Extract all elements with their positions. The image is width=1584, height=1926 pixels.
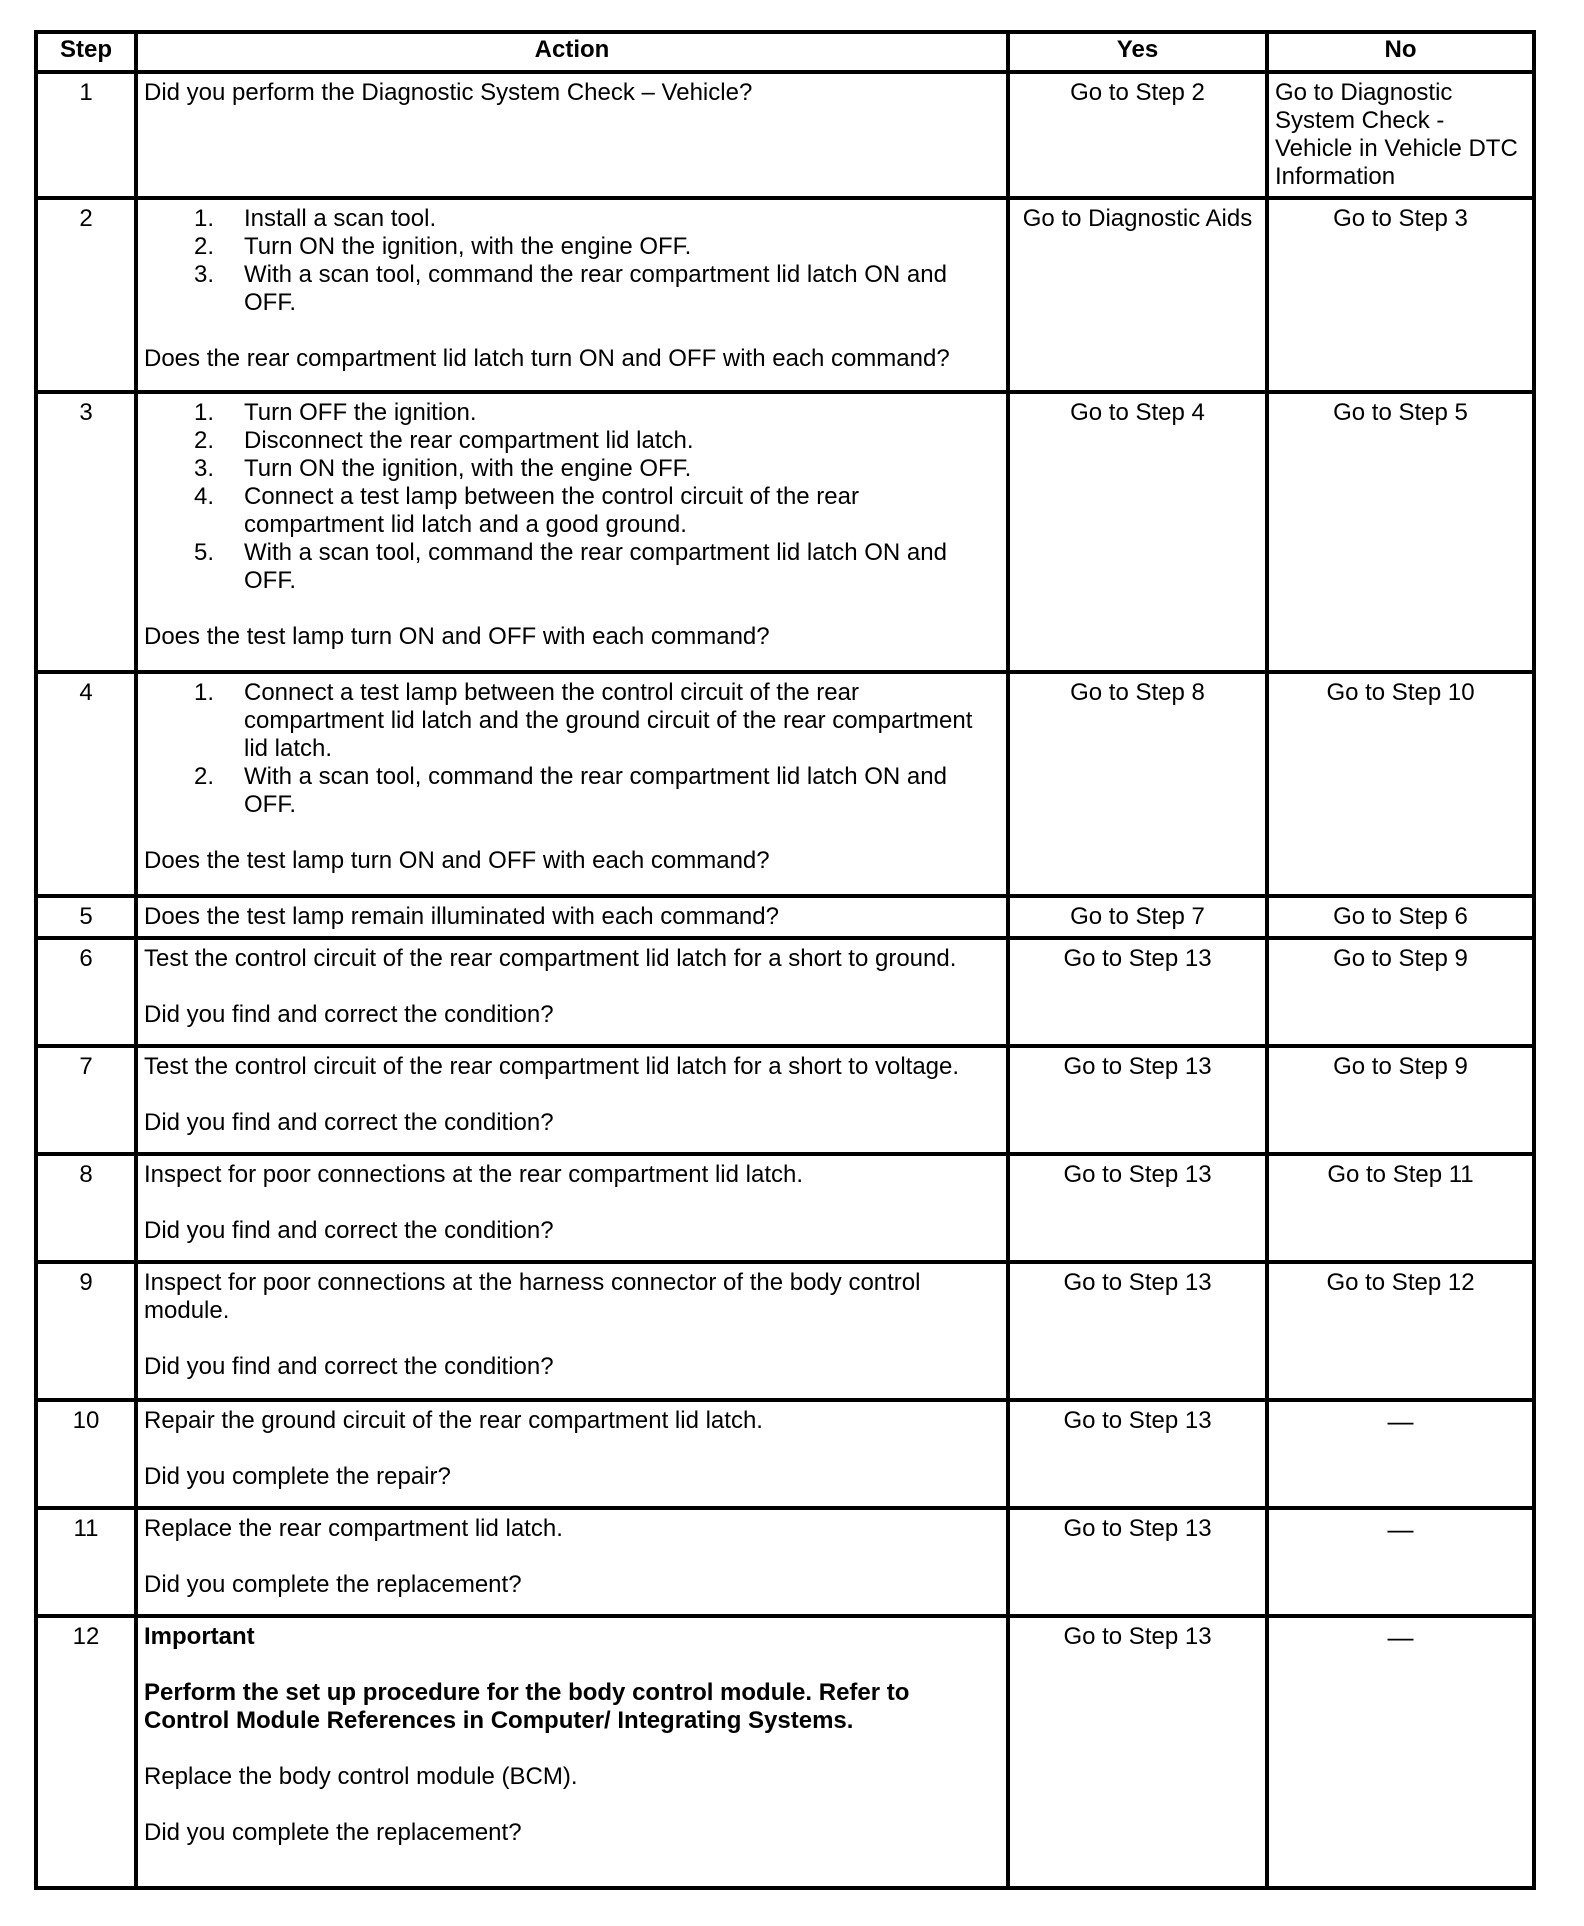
table-row bbox=[36, 1508, 1534, 1616]
action-question: Did you find and correct the condition? bbox=[144, 1217, 554, 1244]
list-item: 4. Connect a test lamp between the control circuit of the rear compartment lid latch and a good ground. bbox=[194, 483, 859, 538]
list-item: 2. Turn ON the ignition, with the engine OFF. bbox=[194, 233, 692, 260]
step-number: 8 bbox=[36, 1154, 136, 1262]
action-cell bbox=[136, 1400, 1008, 1508]
no-cell bbox=[1267, 1508, 1534, 1616]
action-question: Does the test lamp turn ON and OFF with each command? bbox=[144, 847, 770, 874]
action-cell bbox=[136, 1508, 1008, 1616]
header-step: Step bbox=[36, 32, 136, 72]
yes-cell: Go to Step 13 bbox=[1008, 1508, 1267, 1616]
action-text: Test the control circuit of the rear compartment lid latch for a short to ground. bbox=[144, 945, 957, 972]
sub-steps bbox=[144, 679, 1000, 819]
action-cell bbox=[136, 72, 1008, 198]
list-item: 1. Turn OFF the ignition. bbox=[194, 399, 477, 426]
action-text: Replace the body control module (BCM). bbox=[144, 1763, 578, 1790]
header-yes: Yes bbox=[1008, 32, 1267, 72]
action-text: Inspect for poor connections at the rear compartment lid latch. bbox=[144, 1161, 804, 1188]
table-row bbox=[36, 1262, 1534, 1400]
no-cell: Go to Step 9 bbox=[1267, 938, 1534, 1046]
yes-cell: Go to Step 8 bbox=[1008, 672, 1267, 896]
action-text: Replace the rear compartment lid latch. bbox=[144, 1515, 563, 1542]
action-text: Repair the ground circuit of the rear compartment lid latch. bbox=[144, 1407, 763, 1434]
action-cell bbox=[136, 198, 1008, 392]
action-question: Does the test lamp turn ON and OFF with each command? bbox=[144, 623, 770, 650]
header-row bbox=[36, 32, 1534, 72]
list-item: 3. Turn ON the ignition, with the engine OFF. bbox=[194, 455, 692, 482]
table-row bbox=[36, 198, 1534, 392]
yes-cell: Go to Step 13 bbox=[1008, 1046, 1267, 1154]
no-cell: Go to Diagnostic System Check - Vehicle in Vehicle DTC Information bbox=[1267, 72, 1534, 198]
table-row bbox=[36, 72, 1534, 198]
action-question: Did you find and correct the condition? bbox=[144, 1109, 554, 1136]
yes-cell: Go to Diagnostic Aids bbox=[1008, 198, 1267, 392]
list-item: 3. With a scan tool, command the rear compartment lid latch ON and OFF. bbox=[194, 261, 947, 316]
dash-mark: — bbox=[1387, 1514, 1414, 1544]
yes-cell: Go to Step 2 bbox=[1008, 72, 1267, 198]
action-question: Did you complete the replacement? bbox=[144, 1571, 522, 1598]
no-cell: Go to Step 12 bbox=[1267, 1262, 1534, 1400]
yes-cell: Go to Step 7 bbox=[1008, 896, 1267, 938]
table-row bbox=[36, 896, 1534, 938]
action-cell bbox=[136, 1046, 1008, 1154]
sub-steps bbox=[144, 205, 1000, 317]
action-question: Did you complete the repair? bbox=[144, 1463, 451, 1490]
dash-mark: — bbox=[1387, 1406, 1414, 1436]
step-number: 6 bbox=[36, 938, 136, 1046]
table-row bbox=[36, 1046, 1534, 1154]
list-item: 2. Disconnect the rear compartment lid latch. bbox=[194, 427, 694, 454]
list-item: 1. Install a scan tool. bbox=[194, 205, 437, 232]
action-cell bbox=[136, 938, 1008, 1046]
table-row bbox=[36, 672, 1534, 896]
action-question: Did you complete the replacement? bbox=[144, 1819, 522, 1846]
step-number: 7 bbox=[36, 1046, 136, 1154]
yes-cell: Go to Step 4 bbox=[1008, 392, 1267, 672]
step-number: 10 bbox=[36, 1400, 136, 1508]
step-number: 3 bbox=[36, 392, 136, 672]
header-action: Action bbox=[136, 32, 1008, 72]
yes-cell: Go to Step 13 bbox=[1008, 1262, 1267, 1400]
yes-cell: Go to Step 13 bbox=[1008, 1154, 1267, 1262]
action-cell bbox=[136, 1154, 1008, 1262]
list-item: 2. With a scan tool, command the rear compartment lid latch ON and OFF. bbox=[194, 763, 947, 818]
action-question: Did you find and correct the condition? bbox=[144, 1001, 554, 1028]
no-cell: Go to Step 10 bbox=[1267, 672, 1534, 896]
no-cell: Go to Step 3 bbox=[1267, 198, 1534, 392]
yes-cell: Go to Step 13 bbox=[1008, 938, 1267, 1046]
step-number: 1 bbox=[36, 72, 136, 198]
step-number: 5 bbox=[36, 896, 136, 938]
table-row bbox=[36, 392, 1534, 672]
step-number: 4 bbox=[36, 672, 136, 896]
table-row bbox=[36, 1616, 1534, 1888]
yes-cell: Go to Step 13 bbox=[1008, 1400, 1267, 1508]
important-text: Perform the set up procedure for the body control module. Refer to Control Module References in Computer/ Integrating Systems. bbox=[144, 1679, 910, 1734]
no-cell bbox=[1267, 1400, 1534, 1508]
list-item: 5. With a scan tool, command the rear compartment lid latch ON and OFF. bbox=[194, 539, 947, 594]
important-title: Important bbox=[144, 1623, 255, 1650]
no-cell bbox=[1267, 1616, 1534, 1888]
action-cell bbox=[136, 896, 1008, 938]
action-cell bbox=[136, 672, 1008, 896]
no-cell: Go to Step 5 bbox=[1267, 392, 1534, 672]
step-number: 11 bbox=[36, 1508, 136, 1616]
yes-cell: Go to Step 13 bbox=[1008, 1616, 1267, 1888]
action-cell bbox=[136, 1616, 1008, 1888]
no-cell: Go to Step 9 bbox=[1267, 1046, 1534, 1154]
table-row bbox=[36, 938, 1534, 1046]
no-cell: Go to Step 11 bbox=[1267, 1154, 1534, 1262]
diagnostic-page bbox=[34, 30, 1536, 1890]
action-text: Does the test lamp remain illuminated with each command? bbox=[144, 903, 779, 930]
action-question: Did you find and correct the condition? bbox=[144, 1353, 554, 1380]
list-item: 1. Connect a test lamp between the control circuit of the rear compartment lid latch and the ground circuit of the rear compartment lid latch. bbox=[194, 679, 973, 762]
sub-steps bbox=[144, 399, 1000, 595]
diagnostic-table bbox=[34, 30, 1536, 1890]
action-cell bbox=[136, 392, 1008, 672]
action-text: Test the control circuit of the rear compartment lid latch for a short to voltage. bbox=[144, 1053, 960, 1080]
action-cell bbox=[136, 1262, 1008, 1400]
action-text: Did you perform the Diagnostic System Check – Vehicle? bbox=[144, 79, 753, 106]
header-no: No bbox=[1267, 32, 1534, 72]
step-number: 2 bbox=[36, 198, 136, 392]
table-row bbox=[36, 1400, 1534, 1508]
table-row bbox=[36, 1154, 1534, 1262]
dash-mark: — bbox=[1387, 1622, 1414, 1652]
step-number: 9 bbox=[36, 1262, 136, 1400]
step-number: 12 bbox=[36, 1616, 136, 1888]
no-cell: Go to Step 6 bbox=[1267, 896, 1534, 938]
action-question: Does the rear compartment lid latch turn ON and OFF with each command? bbox=[144, 345, 950, 372]
action-text: Inspect for poor connections at the harness connector of the body control module. bbox=[144, 1269, 921, 1324]
